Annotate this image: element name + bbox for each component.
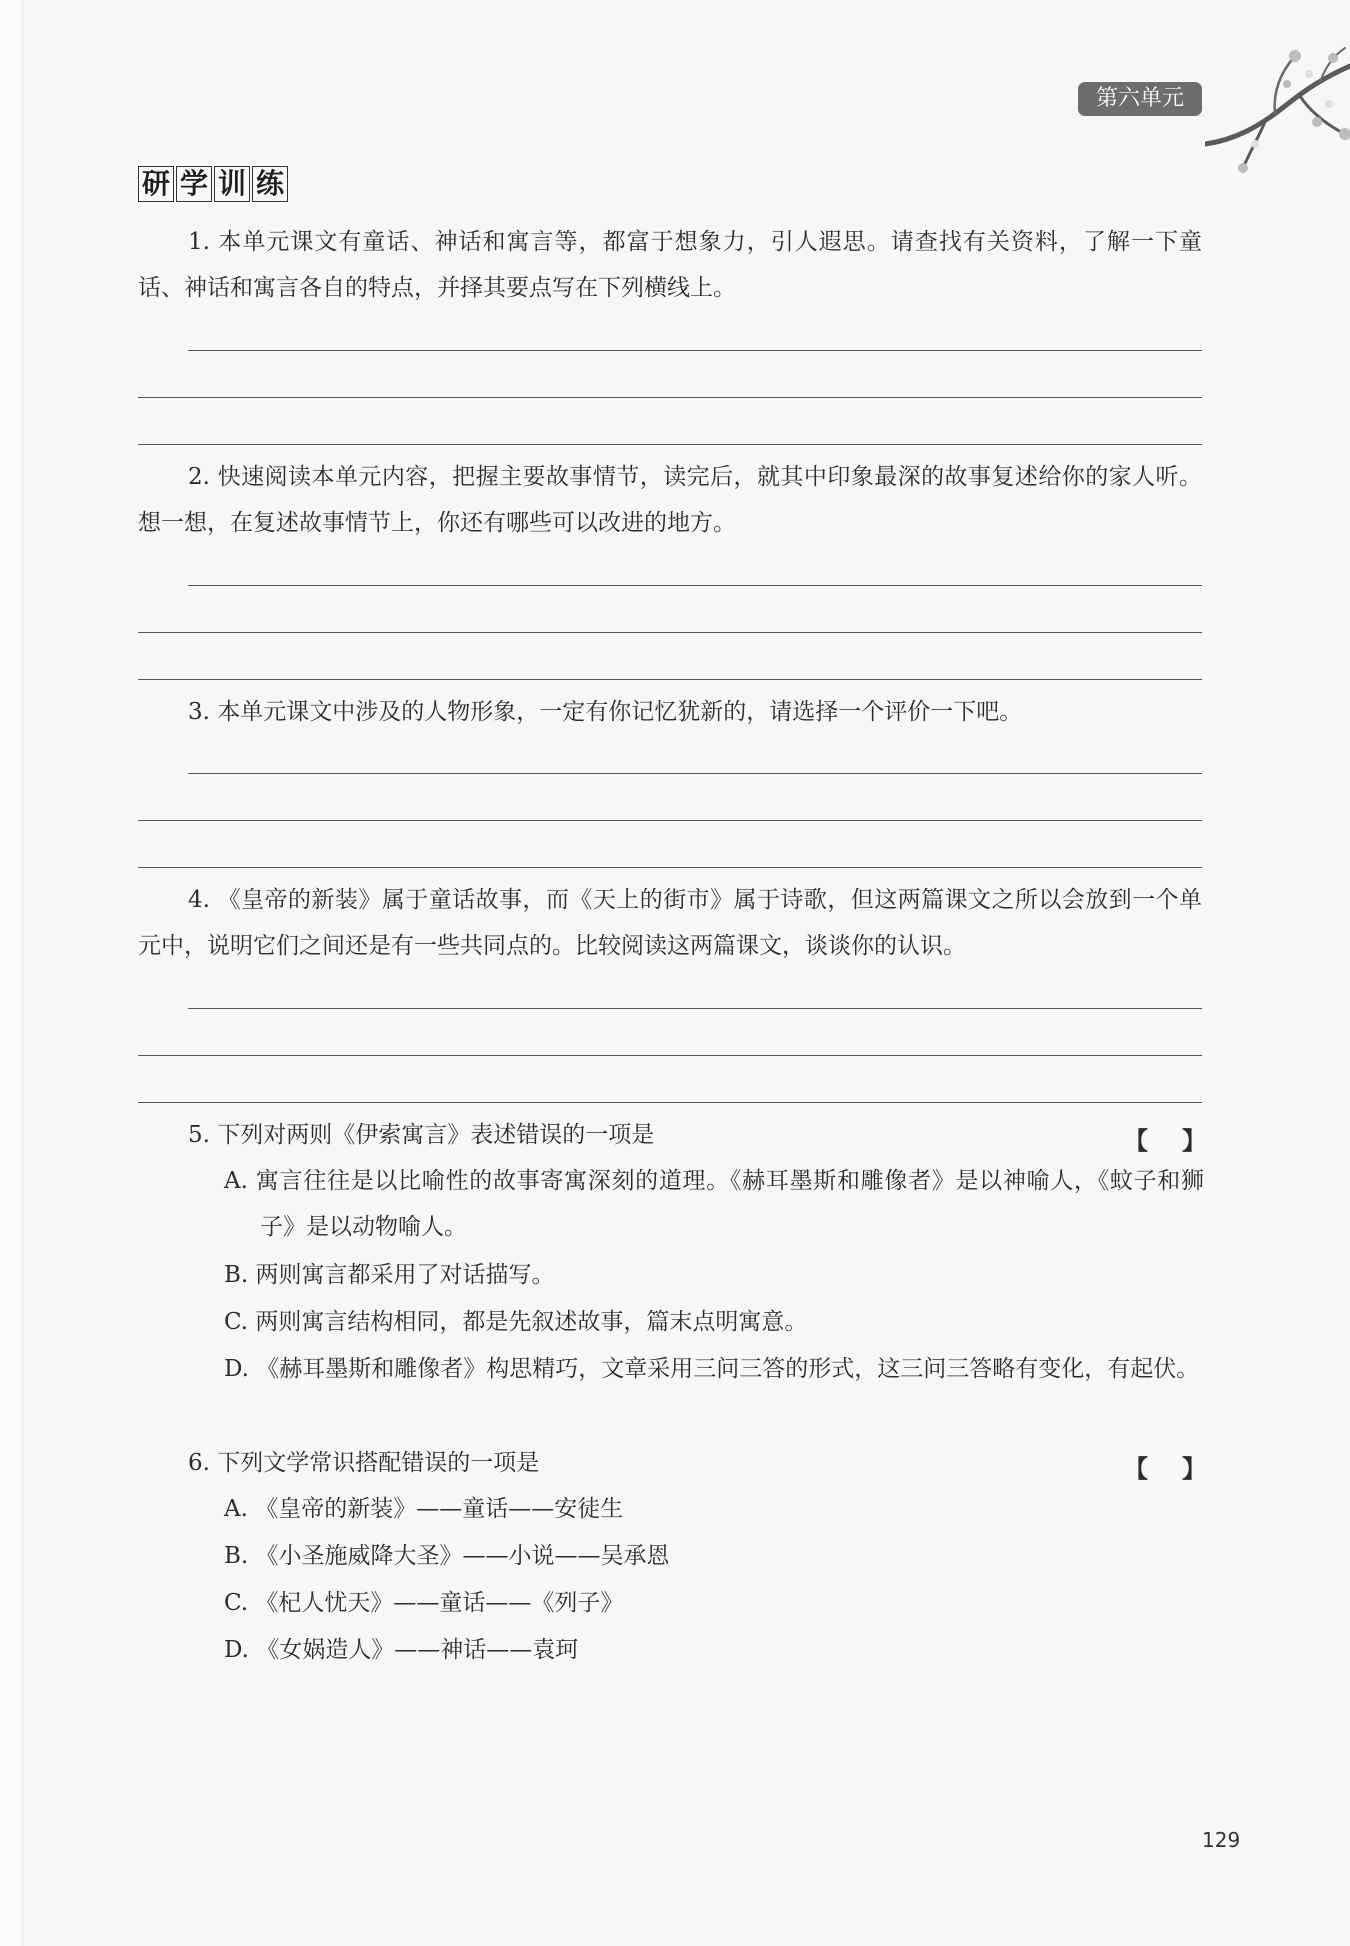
section-title-char: 研 (138, 166, 174, 202)
answer-line[interactable] (138, 1055, 1202, 1056)
bracket-close: 】 (1182, 1455, 1206, 1483)
bracket-close: 】 (1182, 1127, 1206, 1155)
section-title-char: 学 (176, 166, 212, 202)
answer-line[interactable] (138, 679, 1202, 680)
section-title-char: 训 (214, 166, 250, 202)
bracket-open: 【 (1124, 1455, 1148, 1483)
option-c: C. 两则寓言结构相同，都是先叙述故事，篇末点明寓意。 (224, 1309, 808, 1335)
option-b: B. 两则寓言都采用了对话描写。 (224, 1262, 555, 1288)
question-text: 本单元课文中涉及的人物形象，一定有你记忆犹新的，请选择一个评价一下吧。 (217, 699, 1023, 725)
question-number: 2. (188, 464, 210, 490)
option-a: A. 《皇帝的新装》——童话——安徒生 (224, 1496, 624, 1522)
question-5-stem: 5. 下列对两则《伊索寓言》表述错误的一项是 (188, 1122, 655, 1148)
bracket-open: 【 (1124, 1127, 1148, 1155)
option-c: C. 《杞人忧天》——童话——《列子》 (224, 1590, 624, 1616)
answer-line[interactable] (188, 585, 1202, 586)
question-text: 快速阅读本单元内容，把握主要故事情节，读完后，就其中印象最深的故事复述给你的家人听。想一想，在复述故事情节上，你还有哪些可以改进的地方。 (138, 464, 1203, 536)
option-b: B. 《小圣施威降大圣》——小说——吴承恩 (224, 1543, 670, 1569)
page-edge (0, 0, 23, 1946)
question-number: 4. (188, 887, 210, 913)
option-d: D. 《赫耳墨斯和雕像者》构思精巧，文章采用三问三答的形式，这三问三答略有变化，有起伏。 (224, 1356, 1200, 1382)
question-2 (138, 454, 1202, 546)
question-text: 《皇帝的新装》属于童话故事，而《天上的街市》属于诗歌，但这两篇课文之所以会放到一个单元中，说明它们之间还是有一些共同点的。比较阅读这两篇课文，谈谈你的认识。 (138, 887, 1203, 959)
answer-line[interactable] (188, 773, 1202, 774)
option-a: A. 寓言往往是以比喻性的故事寄寓深刻的道理。《赫耳墨斯和雕像者》是以神喻人，《蚊子和狮子》是以动物喻人。 (224, 1168, 1204, 1240)
unit-badge: 第六单元 (1078, 82, 1202, 116)
question-4 (138, 877, 1202, 969)
answer-bracket[interactable] (1124, 1449, 1206, 1484)
answer-line[interactable] (188, 1008, 1202, 1009)
question-3 (138, 689, 1202, 735)
answer-line[interactable] (138, 444, 1202, 445)
answer-line[interactable] (138, 1102, 1202, 1103)
section-title-char: 练 (252, 166, 288, 202)
question-number: 1. (188, 229, 210, 255)
option-d: D. 《女娲造人》——神话——袁珂 (224, 1637, 579, 1663)
question-text: 本单元课文有童话、神话和寓言等，都富于想象力，引人遐思。请查找有关资料，了解一下童话、神话和寓言各自的特点，并择其要点写在下列横线上。 (138, 229, 1203, 301)
question-number: 3. (188, 699, 210, 725)
answer-bracket[interactable] (1124, 1121, 1206, 1156)
page-number: 129 (1202, 1828, 1241, 1852)
section-title (138, 166, 290, 202)
answer-line[interactable] (138, 820, 1202, 821)
question-6-stem: 6. 下列文学常识搭配错误的一项是 (188, 1450, 540, 1476)
answer-line[interactable] (138, 632, 1202, 633)
answer-line[interactable] (188, 350, 1202, 351)
answer-line[interactable] (138, 397, 1202, 398)
answer-line[interactable] (138, 867, 1202, 868)
question-1 (138, 219, 1202, 311)
plum-branch-icon (1205, 44, 1350, 174)
